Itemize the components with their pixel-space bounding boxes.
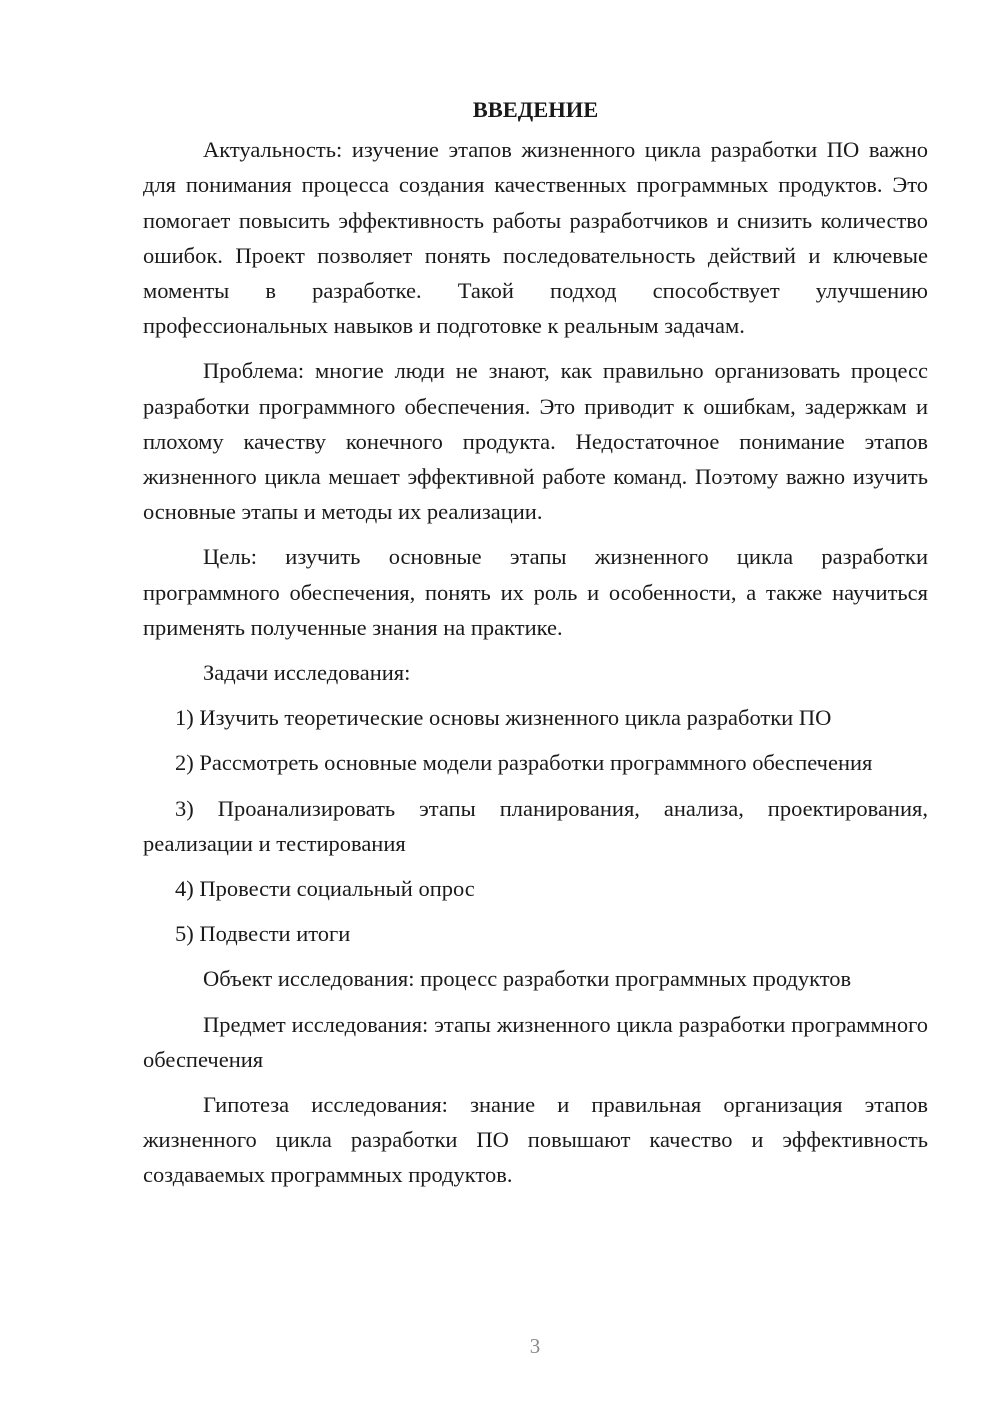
paragraph-problem: Проблема: многие люди не знают, как правильно организовать процесс разработки программного обеспечения. Это приводит к ошибкам, задержкам и плохому качеству конечного продукта. Недостаточное понимание этапов жизненного цикла мешает эффективной работе команд. Поэтому важно изучить основные этапы и методы их реализации. (143, 358, 928, 525)
section-heading: ВВЕДЕНИЕ (472, 97, 599, 122)
document-page (143, 92, 928, 1203)
paragraph-subject: Предмет исследования: этапы жизненного цикла разработки программного обеспечения (143, 1011, 928, 1072)
paragraph-hypothesis: Гипотеза исследования: знание и правильная организация этапов жизненного цикла разработки ПО повышают качество и эффективность создаваемых программных продуктов. (143, 1092, 928, 1188)
task-item-5: 5) Подвести итоги (175, 921, 351, 947)
task-item-2: 2) Рассмотреть основные модели разработки программного обеспечения (175, 750, 873, 776)
paragraph-goal: Цель: изучить основные этапы жизненного цикла разработки программного обеспечения, понять их роль и особенности, а также научиться применять полученные знания на практике. (143, 544, 928, 640)
paragraph-object: Объект исследования: процесс разработки программных продуктов (203, 966, 852, 992)
task-item-1: 1) Изучить теоретические основы жизненного цикла разработки ПО (175, 705, 832, 731)
task-item-4: 4) Провести социальный опрос (175, 876, 475, 902)
task-item-3: 3) Проанализировать этапы планирования, анализа, проектирования, реализации и тестирования (143, 795, 928, 856)
tasks-title: Задачи исследования: (203, 660, 411, 686)
paragraph-relevance: Актуальность: изучение этапов жизненного цикла разработки ПО важно для понимания процесса создания качественных программных продуктов. Это помогает повысить эффективность работы разработчиков и снизить количество ошибок. Проект позволяет понять последовательность действий и ключевые моменты в разработке. Такой подход способствует улучшению профессиональных навыков и подготовке к реальным задачам. (143, 137, 928, 339)
page-number: 3 (529, 1334, 541, 1358)
